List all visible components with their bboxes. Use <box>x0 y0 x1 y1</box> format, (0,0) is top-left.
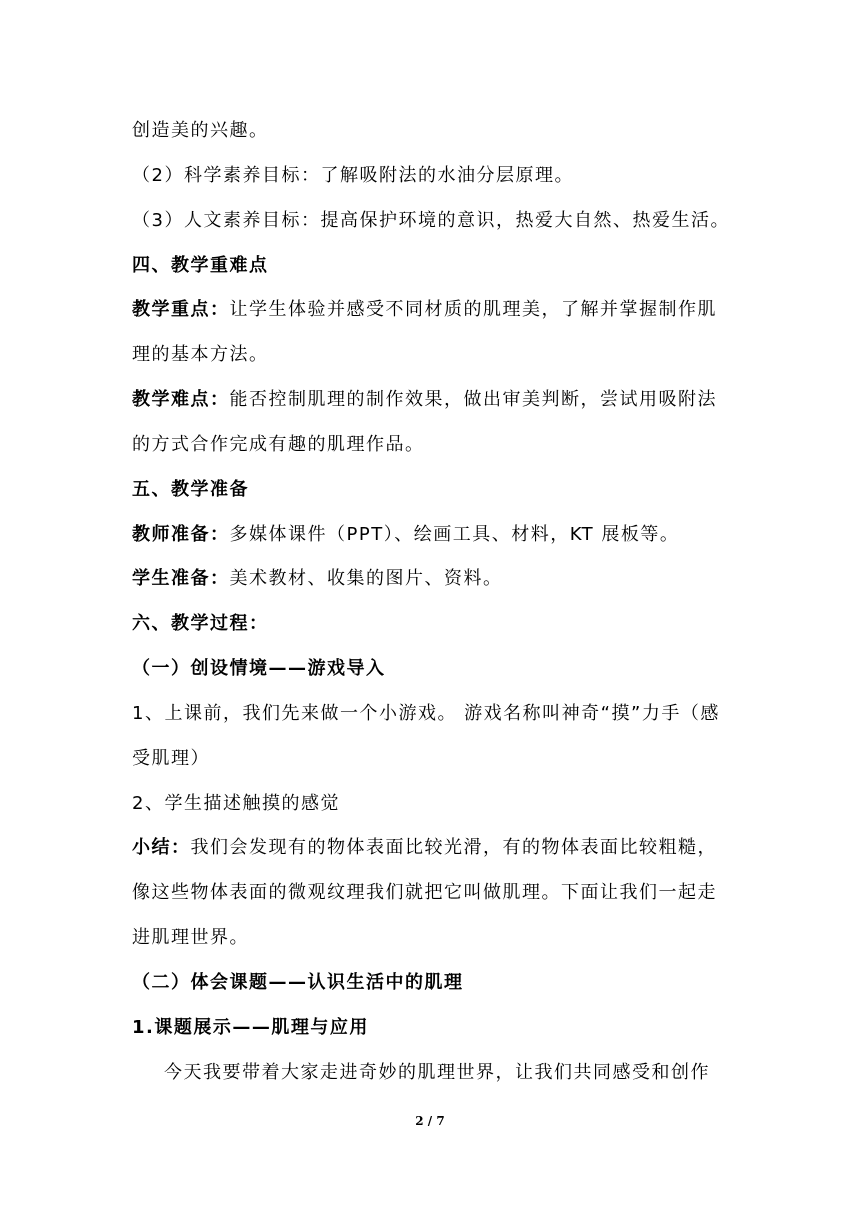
objective-science: （2）科学素养目标：了解吸附法的水油分层原理。 <box>132 165 574 186</box>
summary-line-1: 小结：我们会发现有的物体表面比较光滑，有的物体表面比较粗糙， <box>132 837 717 858</box>
heading-key-points: 四、教学重难点 <box>132 255 269 276</box>
subheading-situation: （一）创设情境——游戏导入 <box>132 658 386 679</box>
teacher-preparation-label: 教师准备： <box>132 524 230 545</box>
key-point-line-1: 教学重点：让学生体验并感受不同材质的肌理美，了解并掌握制作肌 <box>132 299 717 320</box>
key-point-label: 教学重点： <box>132 299 230 320</box>
step-1-line-1: 1、上课前，我们先来做一个小游戏。 游戏名称叫神奇“摸”力手（感 <box>132 703 720 724</box>
teacher-preparation: 教师准备：多媒体课件（PPT）、绘画工具、材料，KT 展板等。 <box>132 524 680 545</box>
heading-process: 六、教学过程： <box>132 613 269 634</box>
student-preparation: 学生准备：美术教材、收集的图片、资料。 <box>132 568 503 589</box>
page-number: 2 / 7 <box>415 1114 445 1128</box>
topic-showcase-heading: 1.课题展示——肌理与应用 <box>132 1017 369 1038</box>
difficulty-line-2: 的方式合作完成有趣的肌理作品。 <box>132 434 425 455</box>
summary-label: 小结： <box>132 837 191 858</box>
summary-line-3: 进肌理世界。 <box>132 927 249 948</box>
text-line-1: 创造美的兴趣。 <box>132 120 269 141</box>
heading-preparation: 五、教学准备 <box>132 479 249 500</box>
step-2: 2、学生描述触摸的感觉 <box>132 793 340 814</box>
difficulty-line-1: 教学难点：能否控制肌理的制作效果，做出审美判断，尝试用吸附法 <box>132 389 717 410</box>
intro-paragraph-line: 今天我要带着大家走进奇妙的肌理世界，让我们共同感受和创作 <box>164 1062 710 1083</box>
subheading-topic: （二）体会课题——认识生活中的肌理 <box>132 972 464 993</box>
step-1-line-2: 受肌理） <box>132 748 210 769</box>
objective-humanities: （3）人文素养目标：提高保护环境的意识，热爱大自然、热爱生活。 <box>132 210 730 231</box>
summary-line-2: 像这些物体表面的微观纹理我们就把它叫做肌理。下面让我们一起走 <box>132 882 717 903</box>
difficulty-label: 教学难点： <box>132 389 230 410</box>
key-point-line-2: 理的基本方法。 <box>132 344 269 365</box>
student-preparation-label: 学生准备： <box>132 568 230 589</box>
